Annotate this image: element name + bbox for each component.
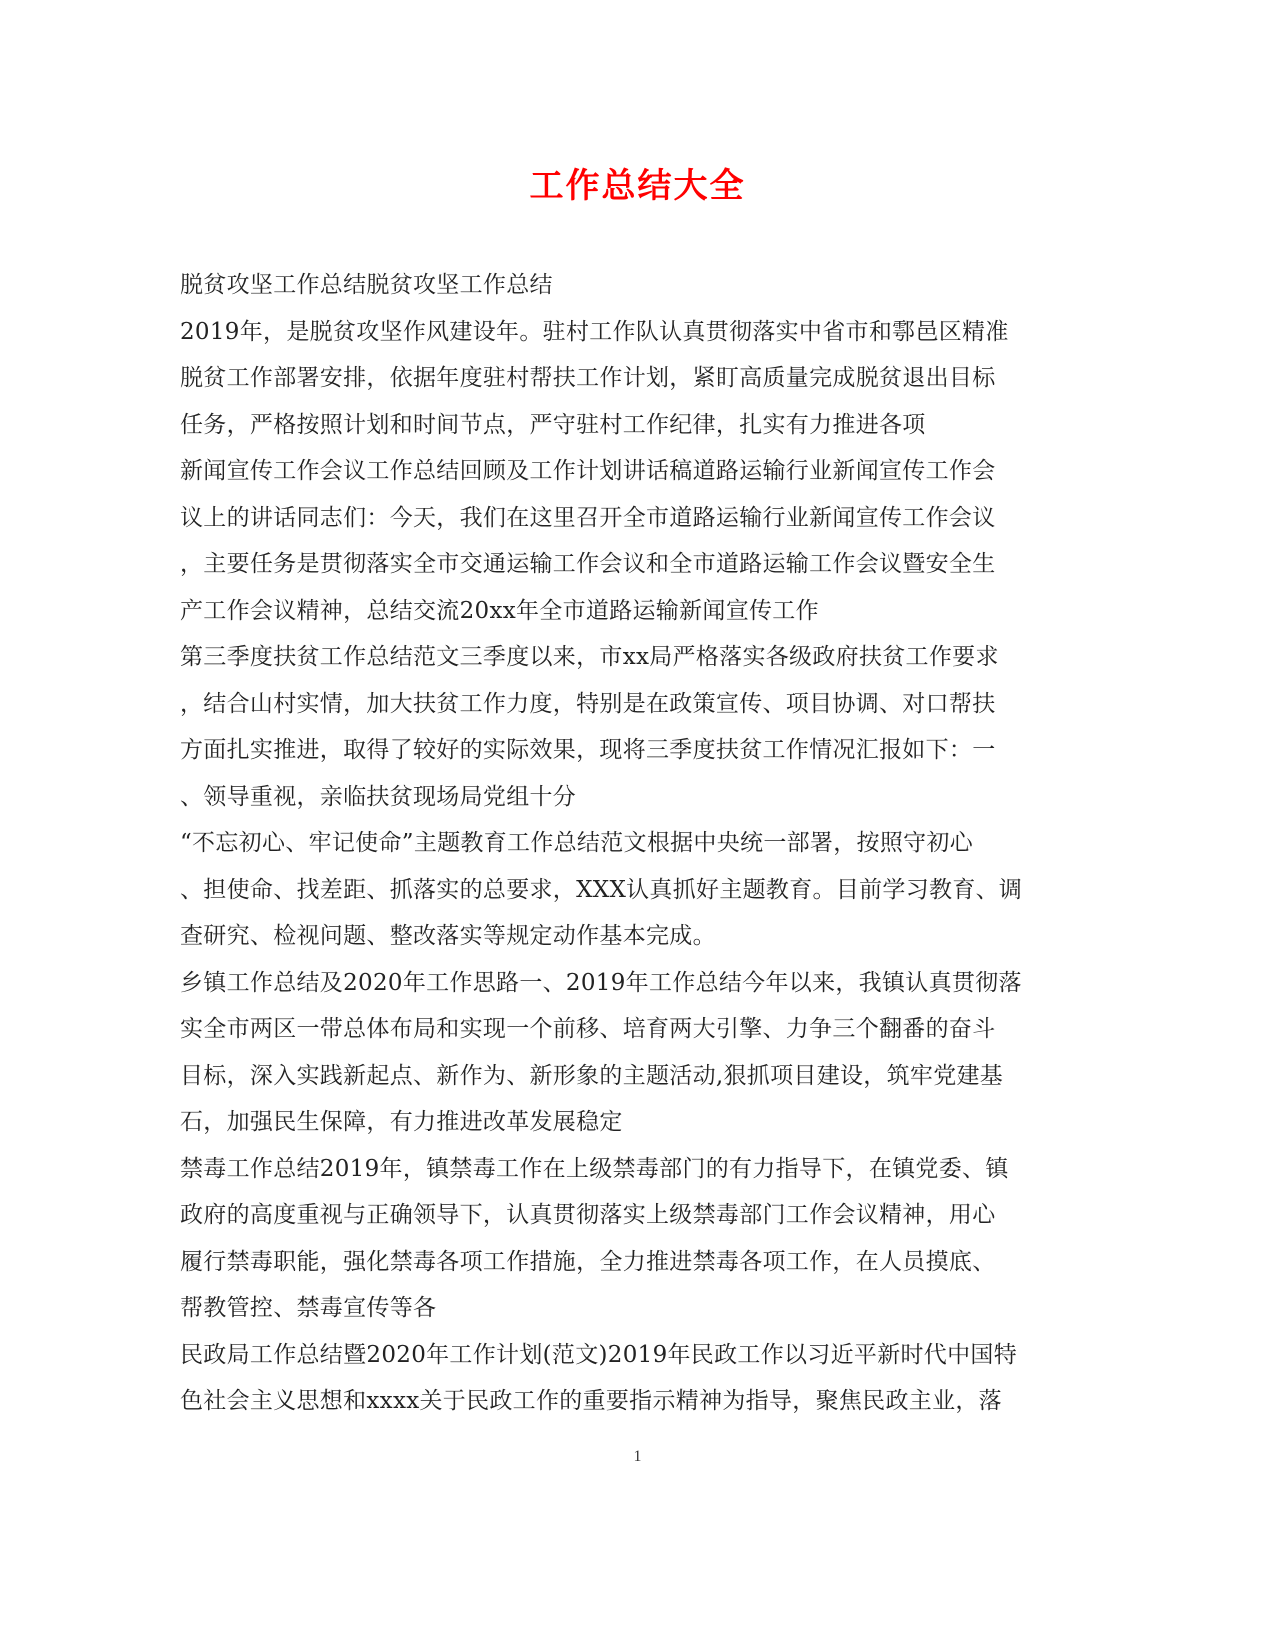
text-line: 2019年，是脱贫攻坚作风建设年。驻村工作队认真贯彻落实中省市和鄠邑区精准 xyxy=(180,318,1009,345)
text-line: 实全市两区一带总体布局和实现一个前移、培育两大引擎、力争三个翻番的奋斗 xyxy=(180,1016,996,1042)
page-number: 1 xyxy=(633,1448,642,1465)
text-line: 、担使命、找差距、抓落实的总要求，XXX认真抓好主题教育。目前学习教育、调 xyxy=(180,876,1023,903)
text-line: 政府的高度重视与正确领导下，认真贯彻落实上级禁毒部门工作会议精神，用心 xyxy=(180,1202,996,1228)
text-line: 色社会主义思想和xxxx关于民政工作的重要指示精神为指导，聚焦民政主业，落 xyxy=(180,1388,1002,1414)
text-line: 履行禁毒职能，强化禁毒各项工作措施，全力推进禁毒各项工作，在人员摸底、 xyxy=(180,1248,996,1275)
text-line: ，主要任务是贯彻落实全市交通运输工作会议和全市道路运输工作会议暨安全生 xyxy=(180,551,996,577)
text-line: “不忘初心、牢记使命”主题教育工作总结范文根据中央统一部署，按照守初心 xyxy=(180,830,974,856)
text-line: 脱贫工作部署安排，依据年度驻村帮扶工作计划，紧盯高质量完成脱贫退出目标 xyxy=(180,365,996,391)
text-line: 目标，深入实践新起点、新作为、新形象的主题活动,狠抓项目建设，筑牢党建基 xyxy=(180,1062,1004,1089)
text-line: 帮教管控、禁毒宣传等各 xyxy=(180,1295,437,1321)
text-line: 第三季度扶贫工作总结范文三季度以来，市xx局严格落实各级政府扶贫工作要求 xyxy=(180,644,999,670)
text-line: 石，加强民生保障，有力推进改革发展稳定 xyxy=(180,1109,623,1135)
text-line: 查研究、检视问题、整改落实等规定动作基本完成。 xyxy=(180,923,716,949)
text-line: 民政局工作总结暨2020年工作计划(范文)2019年民政工作以习近平新时代中国特 xyxy=(180,1341,1018,1368)
text-line: 方面扎实推进，取得了较好的实际效果，现将三季度扶贫工作情况汇报如下：一 xyxy=(180,737,996,763)
text-line: ，结合山村实情，加大扶贫工作力度，特别是在政策宣传、项目协调、对口帮扶 xyxy=(180,690,996,717)
text-line: 产工作会议精神，总结交流20xx年全市道路运输新闻宣传工作 xyxy=(180,597,819,624)
text-line: 禁毒工作总结2019年，镇禁毒工作在上级禁毒部门的有力指导下，在镇党委、镇 xyxy=(180,1155,1009,1182)
text-line: 新闻宣传工作会议工作总结回顾及工作计划讲话稿道路运输行业新闻宣传工作会 xyxy=(180,458,996,484)
text-line: 、领导重视，亲临扶贫现场局党组十分 xyxy=(180,783,577,810)
text-line: 任务，严格按照计划和时间节点，严守驻村工作纪律，扎实有力推进各项 xyxy=(180,411,926,438)
document-body xyxy=(180,262,1035,1425)
text-line: 议上的讲话同志们：今天，我们在这里召开全市道路运输行业新闻宣传工作会议 xyxy=(180,504,996,531)
text-line: 乡镇工作总结及2020年工作思路一、2019年工作总结今年以来，我镇认真贯彻落 xyxy=(180,969,1022,996)
text-line: 脱贫攻坚工作总结脱贫攻坚工作总结 xyxy=(180,272,553,298)
document-title: 工作总结大全 xyxy=(529,166,746,206)
